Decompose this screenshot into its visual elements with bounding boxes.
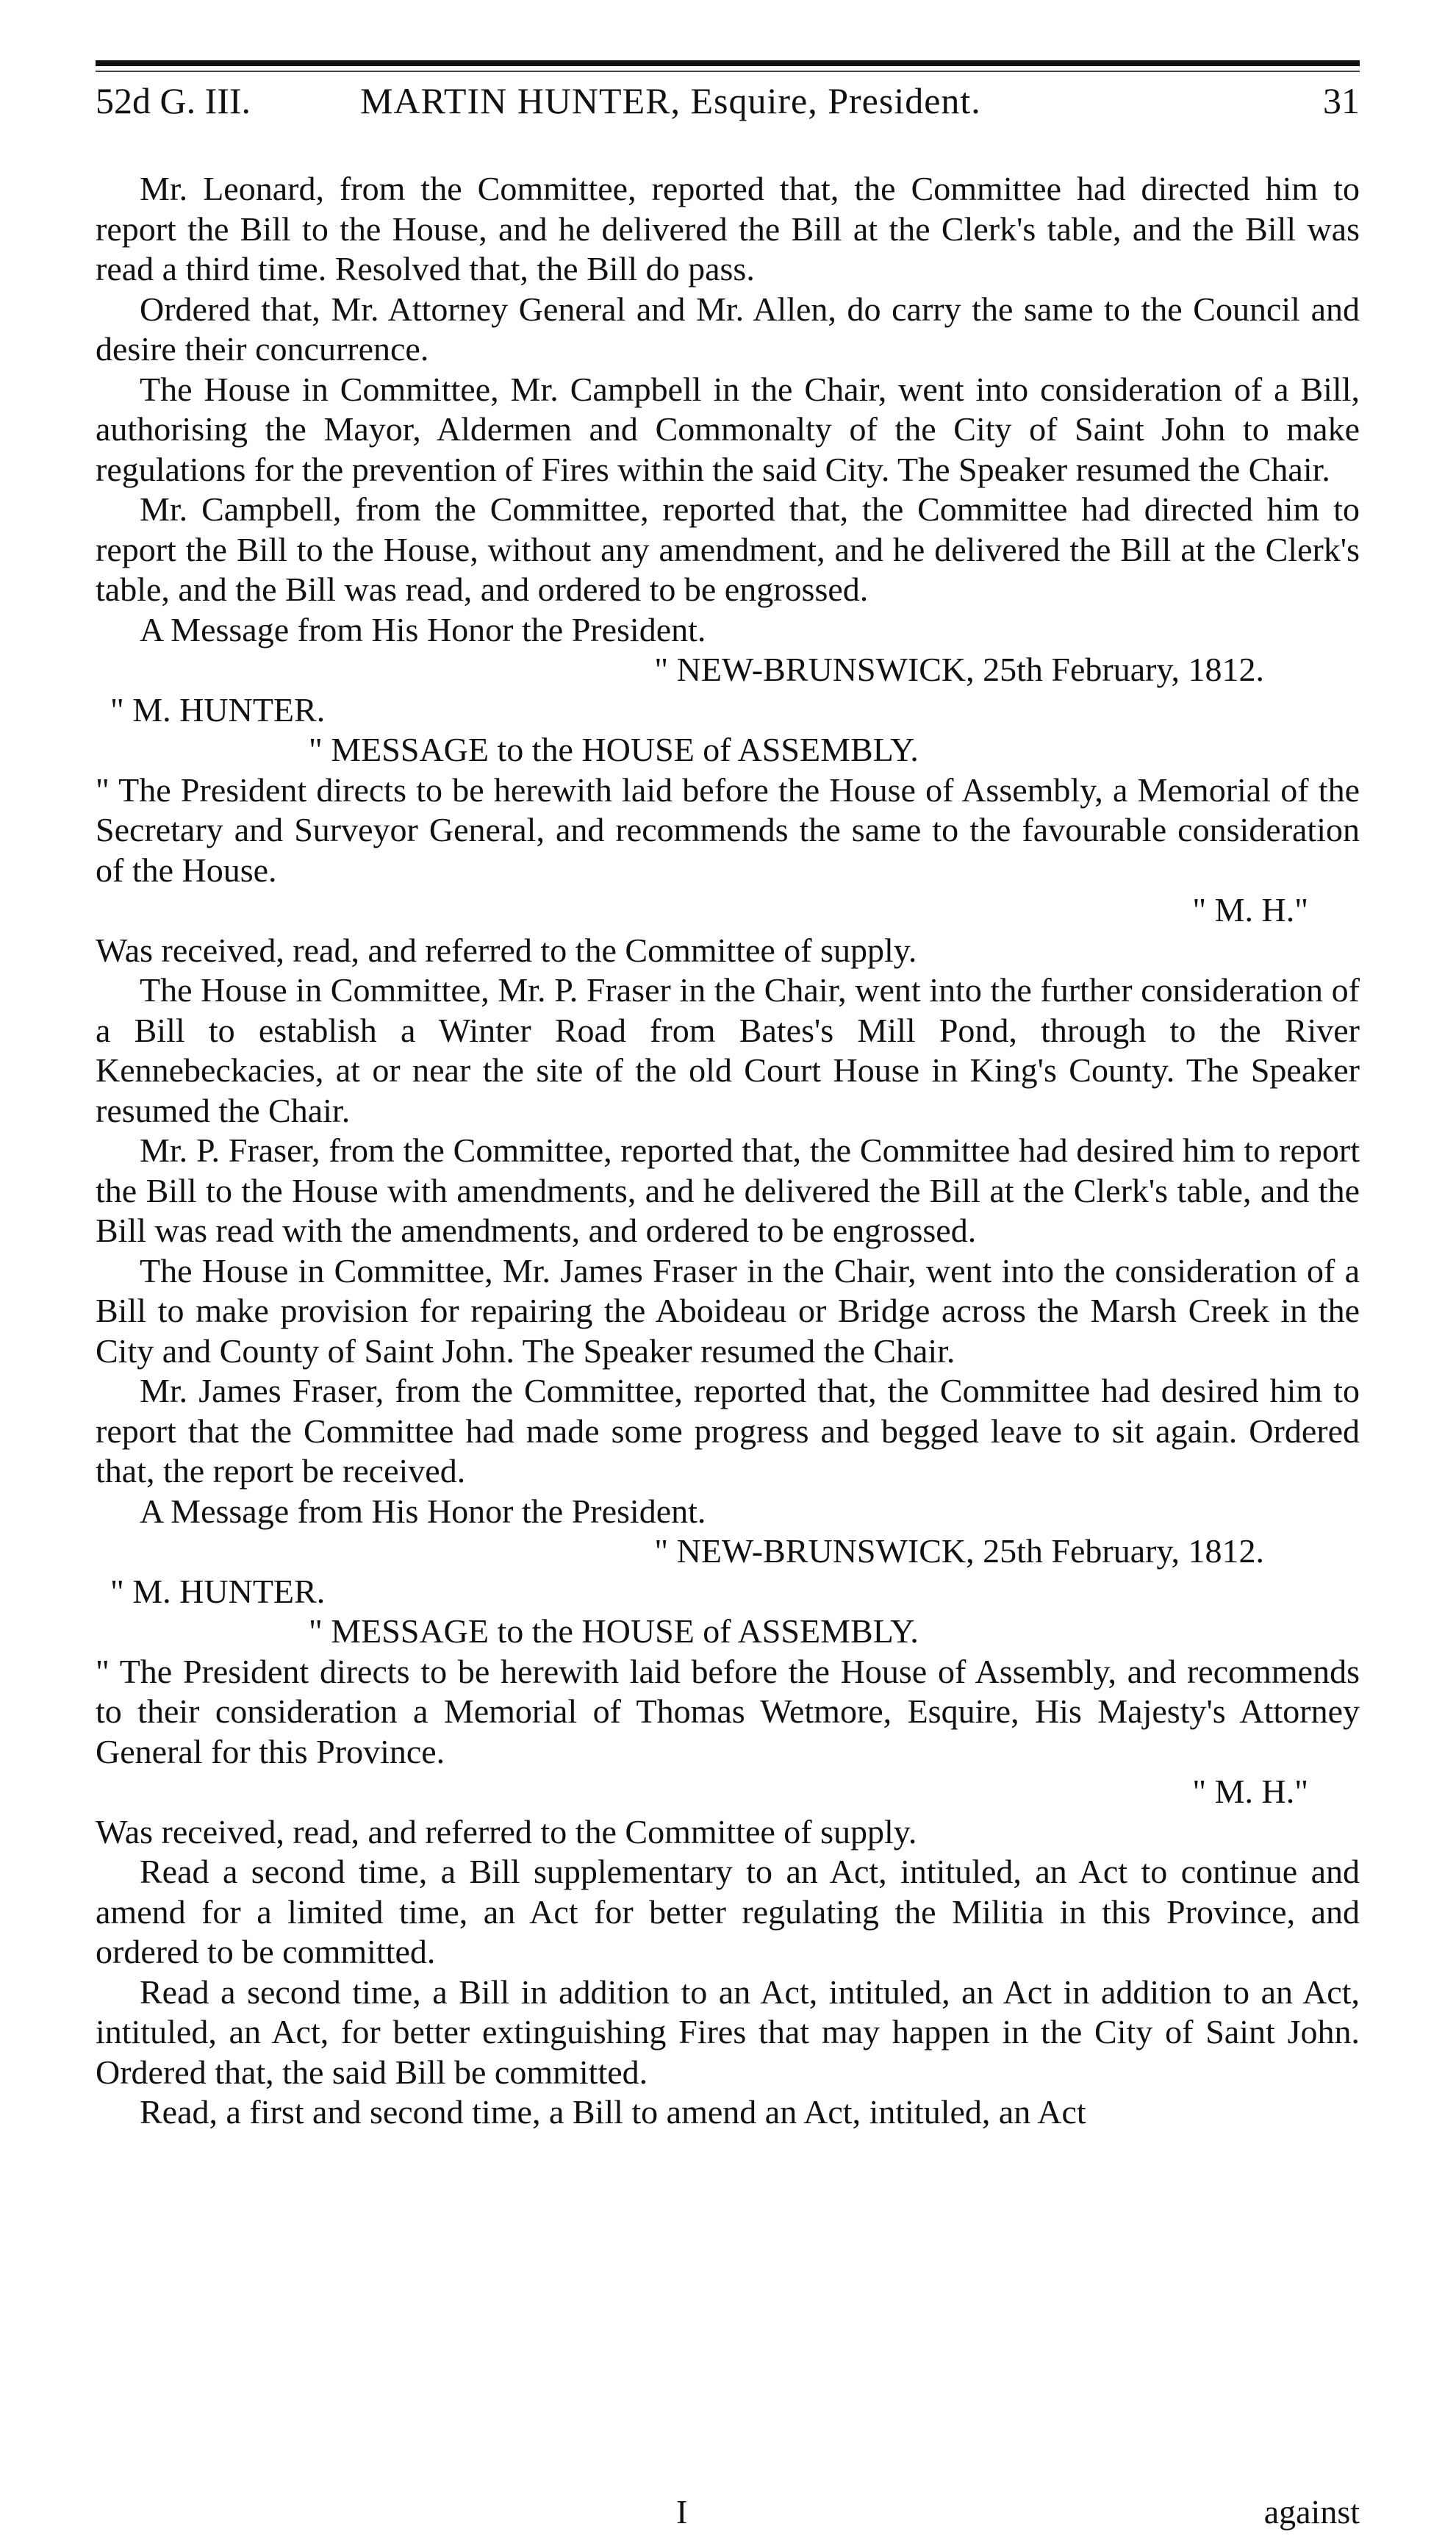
paragraph: The House in Committee, Mr. P. Fraser in the Chair, went into the further consideration of a Bill to establish a Winter Road from Bates's Mill Pond, through to the River Kennebeckacies, at or near the site of the old Court House in King's County. The Speaker resumed the Chair. bbox=[96, 971, 1360, 1129]
session-label: 52d G. III. bbox=[96, 80, 251, 121]
message-body: " The President directs to be herewith laid before the House of Assembly, a Memorial of the Secretary and Surveyor General, and recommends the same to the favourable consideration of the House. bbox=[96, 770, 1360, 889]
paragraph: Mr. James Fraser, from the Committee, reported that, the Committee had desired him to report that the Committee had made some progress and begged leave to sit again. Ordered that, the report be received. bbox=[96, 1372, 1360, 1490]
paragraph: Read, a first and second time, a Bill to amend an Act, intituled, an Act bbox=[140, 2093, 1086, 2131]
message-signature: " M. H." bbox=[1192, 891, 1308, 929]
page-footer bbox=[96, 2492, 1360, 2536]
header-rule bbox=[96, 60, 1360, 66]
running-header bbox=[96, 79, 1360, 131]
message-body: " The President directs to be herewith laid before the House of Assembly, and recommends to their consideration a Memorial of Thomas Wetmore, Esquire, His Majesty's Attorney General for this Province. bbox=[96, 1652, 1360, 1770]
message-heading: " MESSAGE to the HOUSE of ASSEMBLY. bbox=[309, 731, 919, 768]
header-rule-thin bbox=[96, 71, 1360, 72]
paragraph: A Message from His Honor the President. bbox=[140, 610, 706, 648]
paragraph: The House in Committee, Mr. James Fraser in the Chair, went into the consideration of a Bill to make provision for repairing the Aboideau or Bridge across the Marsh Creek in the City and County of Saint John. The Speaker resumed the Chair. bbox=[96, 1251, 1360, 1370]
paragraph: Mr. Campbell, from the Committee, reported that, the Committee had directed him to report the Bill to the House, without any amendment, and he delivered the Bill at the Clerk's table, and the Bill was read, and ordered to be engrossed. bbox=[96, 490, 1360, 608]
page-body bbox=[96, 169, 1360, 2133]
paragraph: Mr. Leonard, from the Committee, reported that, the Committee had directed him to report the Bill to the House, and he delivered the Bill at the Clerk's table, and the Bill was read a third time. Resolved that, the Bill do pass. bbox=[96, 170, 1360, 287]
message-heading: " MESSAGE to the HOUSE of ASSEMBLY. bbox=[309, 1612, 919, 1650]
message-from: " M. HUNTER. bbox=[110, 1572, 326, 1610]
paragraph: Ordered that, Mr. Attorney General and Mr. Allen, do carry the same to the Council and desire their concurrence. bbox=[96, 290, 1360, 368]
message-dateline: " NEW-BRUNSWICK, 25th February, 1812. bbox=[654, 651, 1264, 688]
message-signature: " M. H." bbox=[1192, 1773, 1308, 1810]
paragraph: Read a second time, a Bill in addition to an Act, intituled, an Act in addition to an Act, intituled, an Act, for better extinguishing Fires that may happen in the City of Saint John. Ordered that, the said Bill be committed. bbox=[96, 1973, 1360, 2091]
page-number: 31 bbox=[1323, 80, 1360, 121]
message-from: " M. HUNTER. bbox=[110, 690, 326, 729]
paragraph: Mr. P. Fraser, from the Committee, reported that, the Committee had desired him to report the Bill to the House with amendments, and he delivered the Bill at the Clerk's table, and the Bill was read with the amendments, and ordered to be engrossed. bbox=[96, 1131, 1360, 1249]
paragraph: A Message from His Honor the President. bbox=[140, 1492, 706, 1530]
signature-mark: I bbox=[676, 2493, 688, 2531]
running-title: MARTIN HUNTER, Esquire, President. bbox=[360, 80, 981, 121]
message-dateline: " NEW-BRUNSWICK, 25th February, 1812. bbox=[654, 1532, 1264, 1570]
catchword: against bbox=[1263, 2493, 1360, 2531]
paragraph: Read a second time, a Bill supplementary to an Act, intituled, an Act to continue and amend for a limited time, an Act for better regulating the Militia in this Province, and ordered to be committed. bbox=[96, 1853, 1360, 1970]
paragraph: Was received, read, and referred to the Committee of supply. bbox=[96, 931, 917, 969]
paragraph: The House in Committee, Mr. Campbell in the Chair, went into consideration of a Bill, authorising the Mayor, Aldermen and Commonalty of the City of Saint John to make regulations for the prevention of Fires within the said City. The Speaker resumed the Chair. bbox=[96, 370, 1360, 488]
paragraph: Was received, read, and referred to the Committee of supply. bbox=[96, 1812, 917, 1851]
